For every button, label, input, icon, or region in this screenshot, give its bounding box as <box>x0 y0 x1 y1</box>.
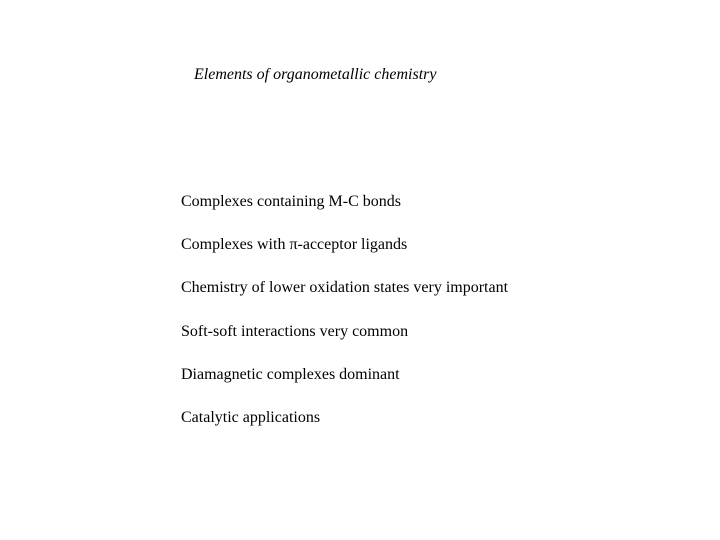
list-item: Catalytic applications <box>181 408 321 426</box>
list-item: Complexes containing M-C bonds <box>181 193 401 210</box>
slide-title: Elements of organometallic chemistry <box>194 66 437 83</box>
list-item: Complexes with π-acceptor ligands <box>181 236 408 254</box>
bullet-list <box>181 191 508 450</box>
list-item: Chemistry of lower oxidation states very important <box>181 279 509 297</box>
list-item: Diamagnetic complexes dominant <box>181 365 400 383</box>
list-item: Soft-soft interactions very common <box>181 322 409 340</box>
